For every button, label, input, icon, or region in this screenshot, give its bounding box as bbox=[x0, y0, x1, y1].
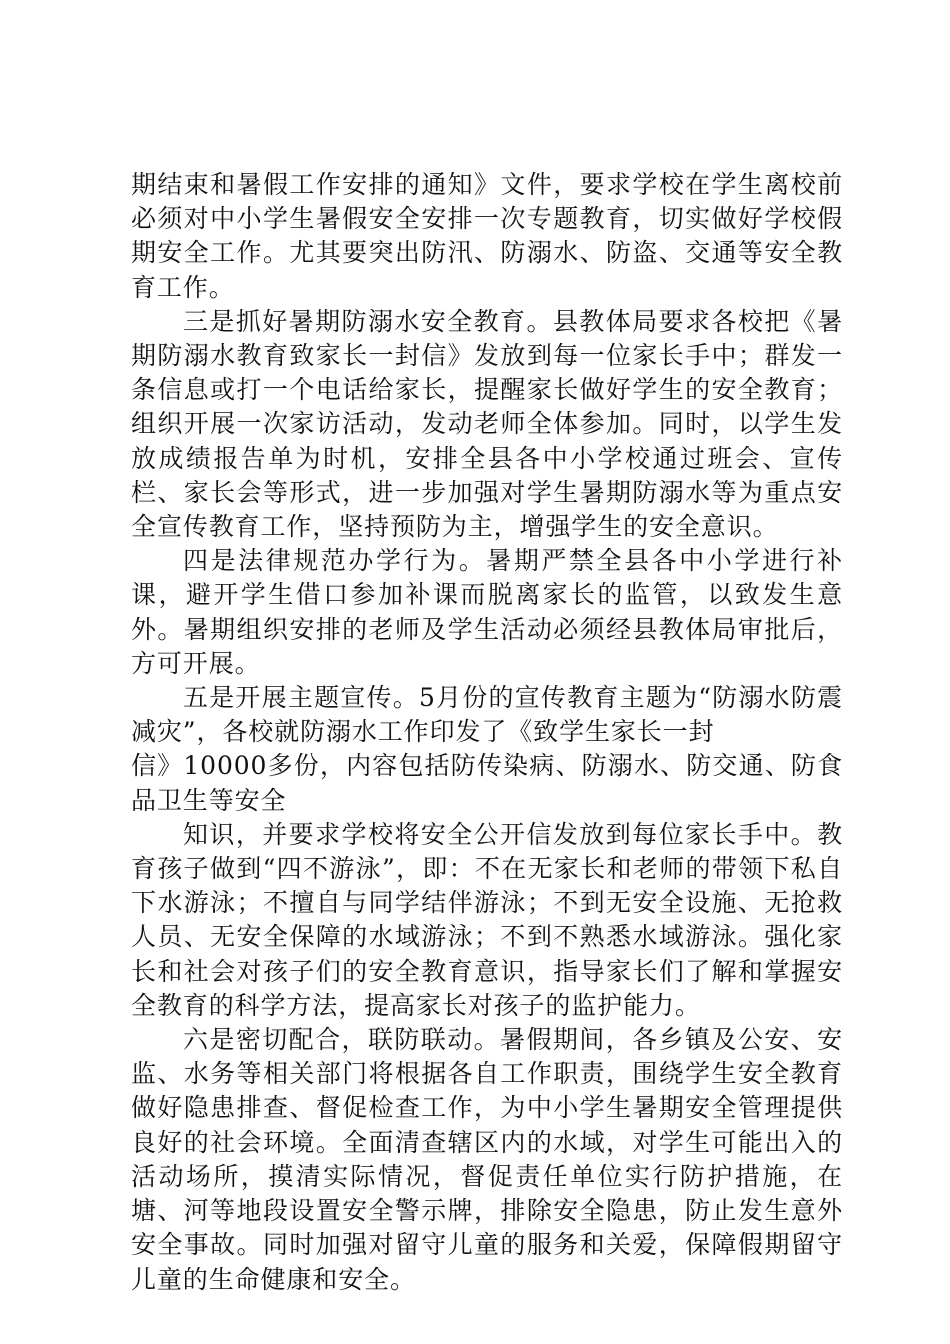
paragraph-item-three: 三是抓好暑期防溺水安全教育。县教体局要求各校把《暑期防溺水教育致家长一封信》发放到每一位家长手中；群发一条信息或打一个电话给家长，提醒家长做好学生的安全教育；组织开展一次家访活动，发动老师全体参加。同时，以学生发放成绩报告单为时机，安排全县各中小学校通过班会、宣传栏、家长会等形式，进一步加强对学生暑期防溺水等为重点安全宣传教育工作，坚持预防为主，增强学生的安全意识。 bbox=[131, 306, 843, 542]
paragraph-knowledge: 知识，并要求学校将安全公开信发放到每位家长手中。教育孩子做到“四不游泳”，即：不在无家长和老师的带领下私自下水游泳；不擅自与同学结伴游泳；不到无安全设施、无抢救人员、无安全保障的水域游泳；不到不熟悉水域游泳。强化家长和社会对孩子们的安全教育意识，指导家长们了解和掌握安全教育的科学方法，提高家长对孩子的监护能力。 bbox=[131, 819, 843, 1020]
paragraph-item-five-continued: 信》10000多份，内容包括防传染病、防溺水、防交通、防食品卫生等安全 bbox=[131, 751, 843, 815]
paragraph-item-six: 六是密切配合，联防联动。暑假期间，各乡镇及公安、安监、水务等相关部门将根据各自工作职责，围绕学生安全教育做好隐患排查、督促检查工作，为中小学生暑期安全管理提供良好的社会环境。全面清查辖区内的水域，对学生可能出入的活动场所，摸清实际情况，督促责任单位实行防护措施，在塘、河等地段设置安全警示牌，排除安全隐患，防止发生意外安全事故。同时加强对留守儿童的服务和关爱，保障假期留守儿童的生命健康和安全。 bbox=[131, 1025, 843, 1294]
paragraph-item-five: 五是开展主题宣传。5月份的宣传教育主题为“防溺水防震减灾”，各校就防溺水工作印发了《致学生家长一封 bbox=[131, 683, 843, 747]
body-text bbox=[131, 168, 843, 1297]
paragraph-continuation: 期结束和暑假工作安排的通知》文件，要求学校在学生离校前必须对中小学生暑假安全安排一次专题教育，切实做好学校假期安全工作。尤其要突出防汛、防溺水、防盗、交通等安全教育工作。 bbox=[131, 170, 843, 302]
paragraph-item-four: 四是法律规范办学行为。暑期严禁全县各中小学进行补课，避开学生借口参加补课而脱离家长的监管，以致发生意外。暑期组织安排的老师及学生活动必须经县教体局审批后，方可开展。 bbox=[131, 546, 843, 678]
